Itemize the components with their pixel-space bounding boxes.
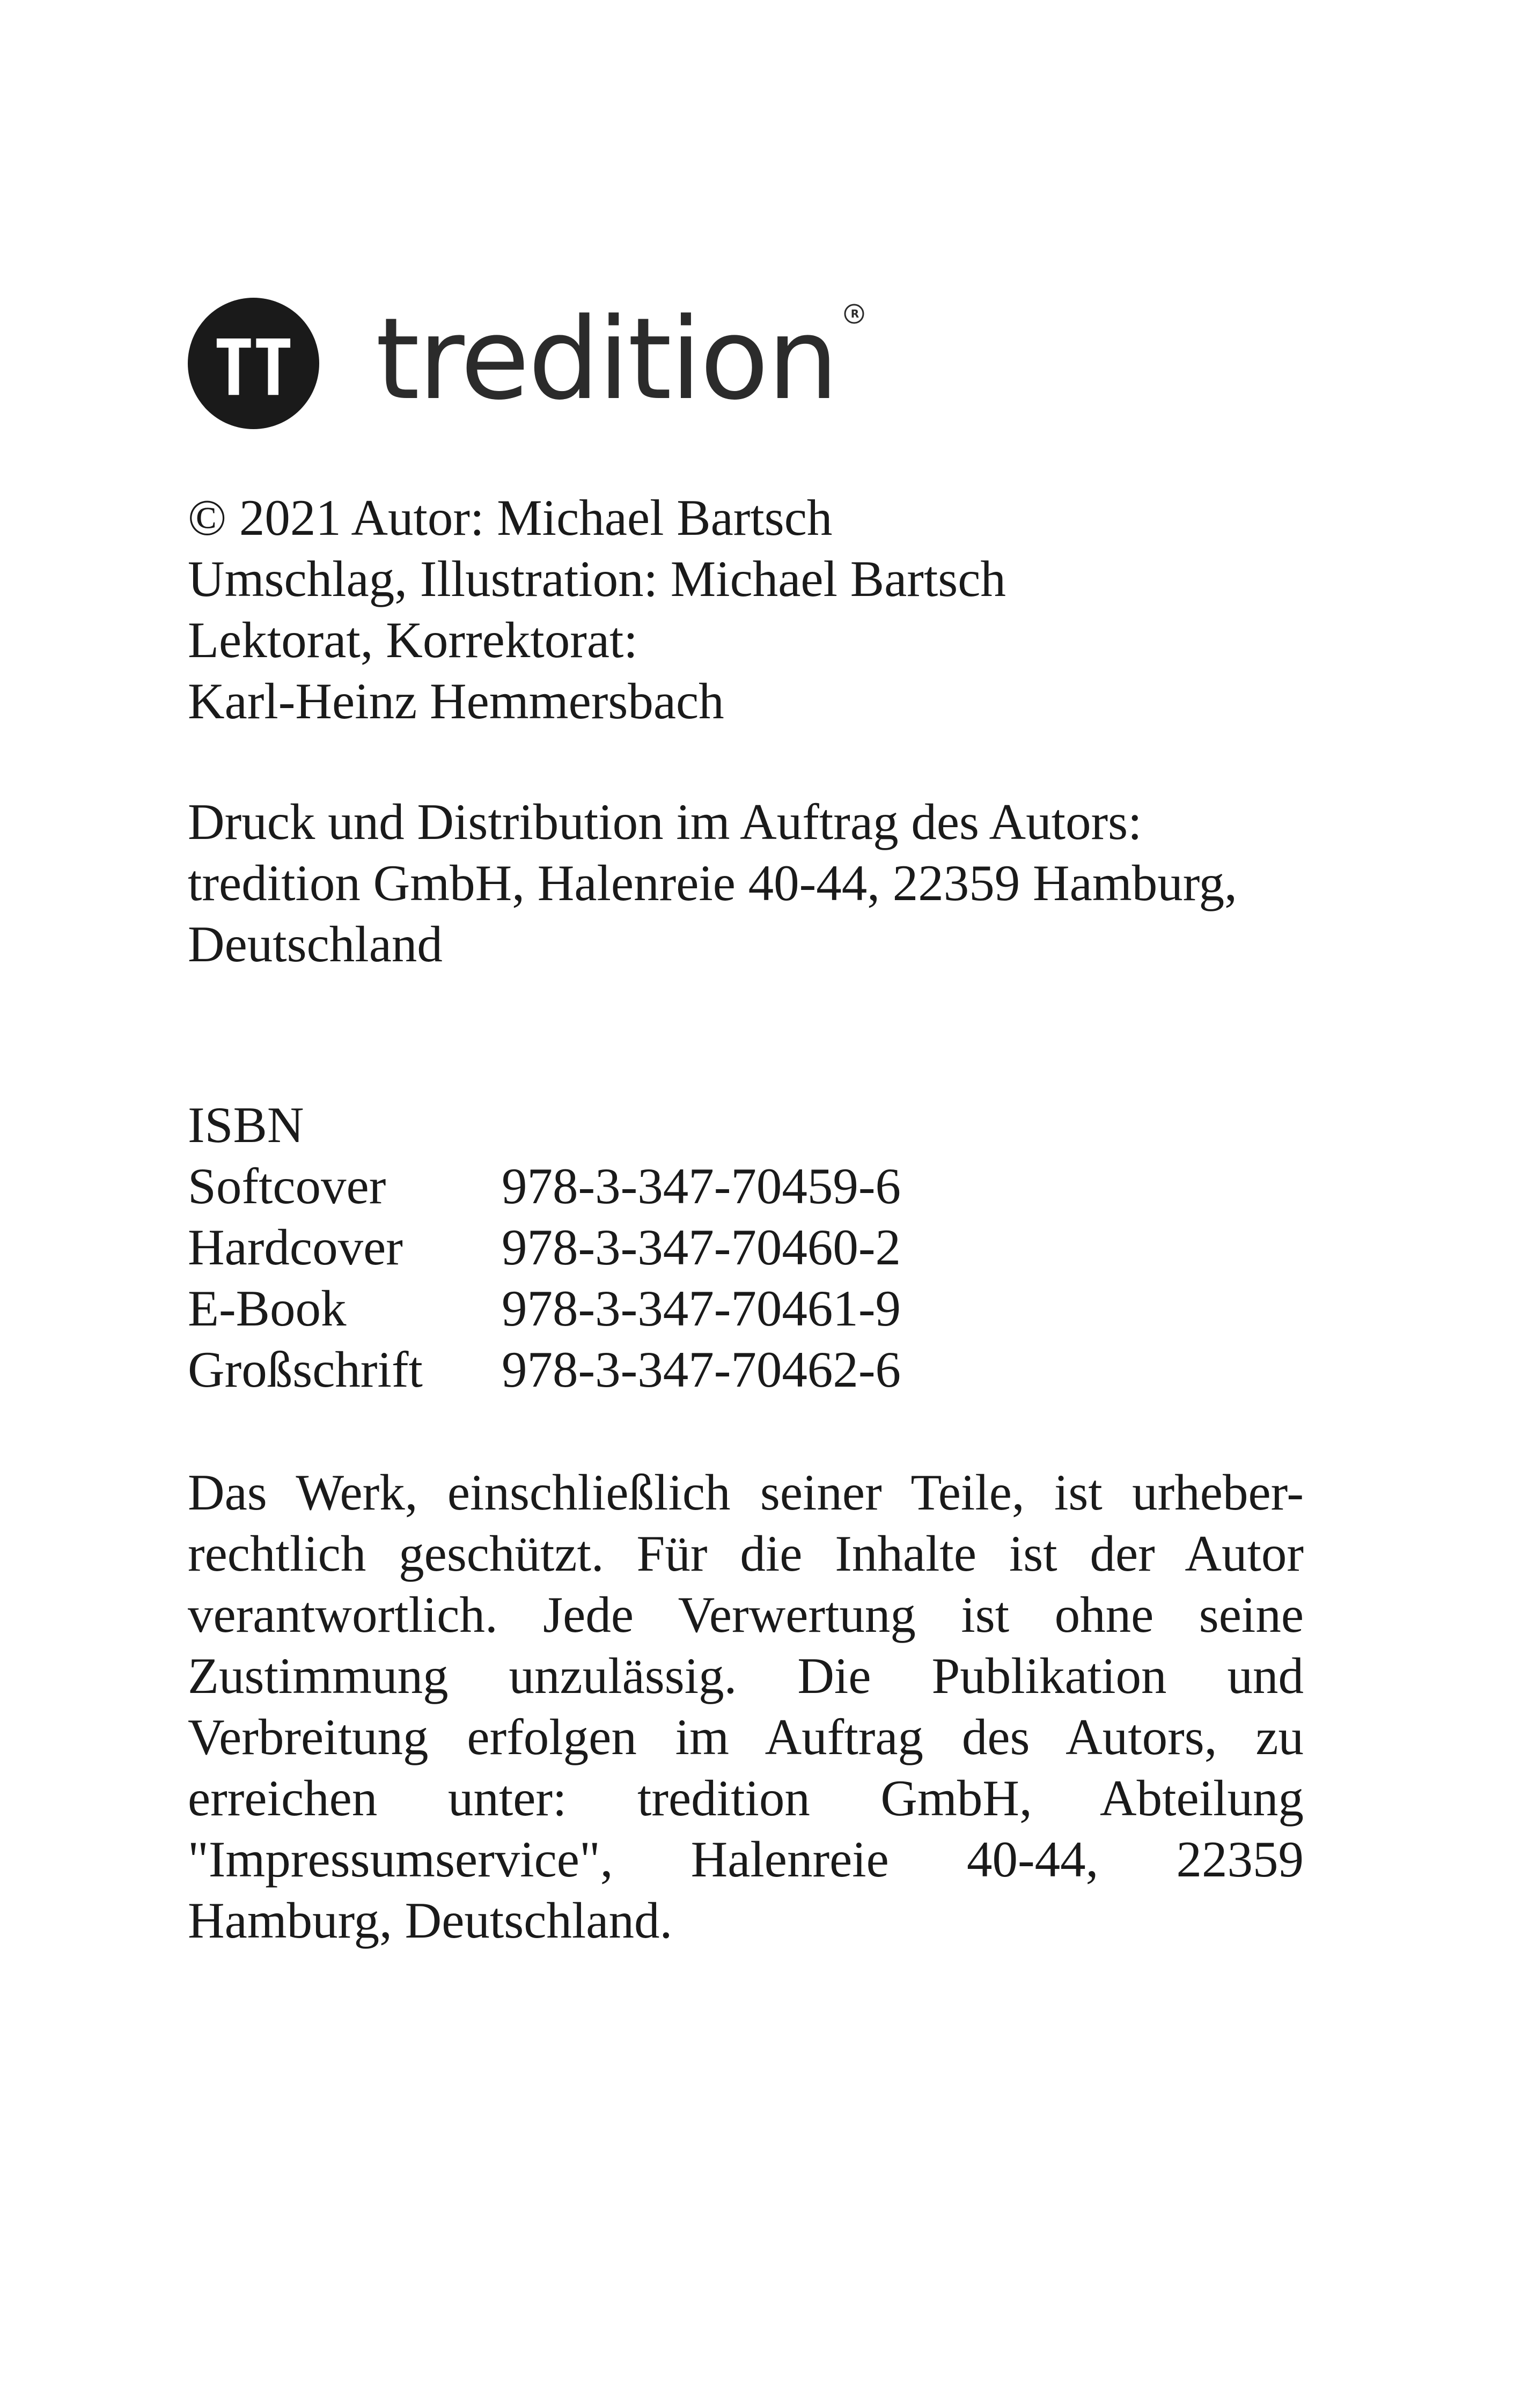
print-distribution-section (188, 791, 1304, 975)
copyright-notice (188, 1462, 1304, 1951)
isbn-row-ebook (188, 1278, 1304, 1339)
publisher-country-line: Deutschland (188, 916, 443, 973)
isbn-format-label: Softcover (188, 1158, 386, 1214)
publisher-address-line: tredition GmbH, Halenreie 40-44, 22359 Hamburg, (188, 855, 1237, 911)
copyright-notice-line: Zustimmung unzulässig. Die Publikation und (188, 1647, 1304, 1704)
isbn-row-softcover (188, 1155, 1304, 1217)
isbn-number: 978-3-347-70461-9 (502, 1280, 901, 1337)
copyright-notice-line: Das Werk, einschließlich seiner Teile, ist urheber- (188, 1464, 1304, 1521)
publisher-wordmark-text: tredition (376, 293, 837, 425)
publisher-logo (188, 293, 858, 429)
isbn-number: 978-3-347-70460-2 (502, 1219, 901, 1276)
credits-section (188, 487, 1304, 732)
editor-name: Karl-Heinz Hemmersbach (188, 673, 724, 730)
isbn-format-label: E-Book (188, 1280, 347, 1337)
isbn-format-label: Großschrift (188, 1341, 423, 1398)
isbn-section (188, 1094, 1304, 1400)
copyright-notice-line: erreichen unter: tredition GmbH, Abteilung (188, 1770, 1304, 1827)
tredition-t-circle-logo-icon (188, 298, 319, 429)
isbn-number: 978-3-347-70462-6 (502, 1341, 901, 1398)
isbn-row-large-print (188, 1339, 1304, 1400)
copyright-notice-line: Hamburg, Deutschland. (188, 1892, 673, 1949)
copyright-notice-line: rechtlich geschützt. Für die Inhalte ist der Autor (188, 1525, 1304, 1582)
copyright-notice-line: verantwortlich. Jede Verwertung ist ohne seine (188, 1586, 1304, 1643)
cover-credit-line: Umschlag, Illustration: Michael Bartsch (188, 550, 1006, 607)
print-distribution-line: Druck und Distribution im Auftrag des Autors: (188, 793, 1142, 850)
copyright-notice-line: "Impressumservice", Halenreie 40-44, 22359 (188, 1831, 1304, 1888)
publisher-wordmark (376, 293, 858, 425)
copyright-notice-line: Verbreitung erfolgen im Auftrag des Autors, zu (188, 1709, 1304, 1765)
isbn-row-hardcover (188, 1217, 1304, 1278)
svg-text:R: R (850, 307, 858, 320)
registered-trademark-icon (843, 303, 865, 325)
isbn-format-label: Hardcover (188, 1219, 403, 1276)
copyright-line: © 2021 Autor: Michael Bartsch (188, 489, 833, 546)
isbn-heading: ISBN (188, 1096, 304, 1153)
isbn-number: 978-3-347-70459-6 (502, 1158, 901, 1214)
editing-credit-label: Lektorat, Korrektorat: (188, 612, 638, 668)
